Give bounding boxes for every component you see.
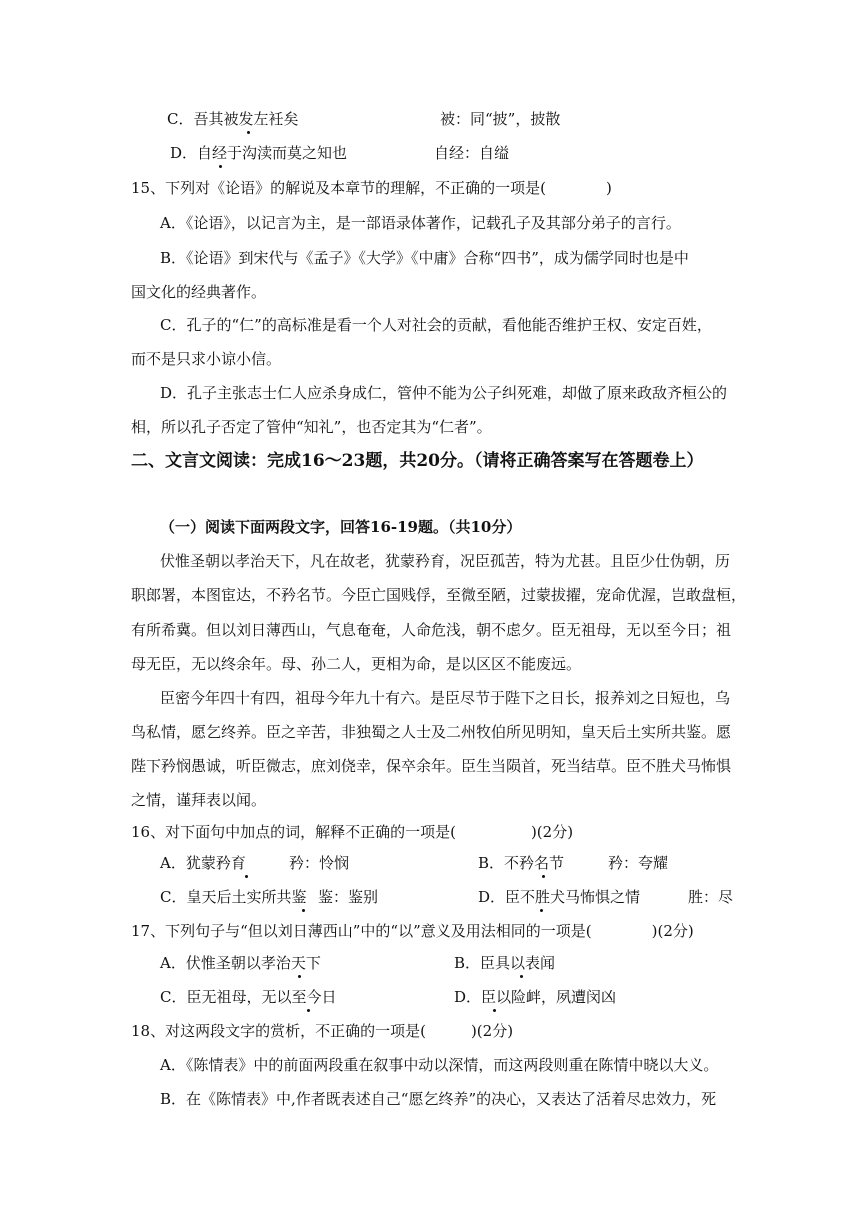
q15-option-a: A．《论语》，以记言为主，是一部语录体著作，记载孔子及其部分弟子的言行。 xyxy=(160,214,681,232)
q16-option-b-gloss: 矜：夸耀 xyxy=(608,854,669,872)
part-1-heading: （一）阅读下面两段文字，回答16-19题。（共10分） xyxy=(160,518,522,536)
q18-stem: 18、对这两段文字的赏析，不正确的一项是( )(2分) xyxy=(131,1022,514,1040)
passage-p1-line: 职郎署，本图宦达，不矜名节。今臣亡国贱俘，至微至陋，过蒙拔擢，宠命优渥，岂敢盘桓， xyxy=(131,586,747,604)
q16-option-d-text: D．臣不胜犬马怖惧之情 xyxy=(478,888,641,906)
passage-p1-line: 母无臣，无以终余年。母、孙二人，更相为命，是以区区不能废远。 xyxy=(131,655,582,673)
emphasis-dot xyxy=(219,165,222,168)
q15-option-c-line1: C．孔子的“仁”的高标准是看一个人对社会的贡献，看他能否维护王权、安定百姓， xyxy=(160,316,712,334)
q15-option-d-line1: D．孔子主张志士仁人应杀身成仁，管仲不能为公子纠死难，却做了原来政敌齐桓公的 xyxy=(160,384,728,402)
q17-option-c: C．臣无祖母，无以至今日 xyxy=(160,988,337,1006)
emphasis-dot xyxy=(307,1009,310,1012)
q16-option-c-text: C．皇天后土实所共鉴 xyxy=(160,888,307,906)
passage-p2-line: 之情，谨拜表以闻。 xyxy=(131,791,267,809)
passage-p2-line: 陛下矜悯愚诚，听臣微志，庶刘侥幸，保卒余年。臣生当陨首，死当结草。臣不胜犬马怖惧 xyxy=(131,757,732,775)
q16-option-b-text: B．不矜名节 xyxy=(478,854,565,872)
q15-option-d-line2: 相，所以孔子否定了管仲“知礼”，也否定其为“仁者”。 xyxy=(131,418,492,436)
q15-stem: 15、下列对《论语》的解说及本章节的理解，不正确的一项是( ) xyxy=(131,179,612,197)
emphasis-dot xyxy=(540,909,543,912)
q18-option-a: A．《陈情表》中的前面两段重在叙事中动以深情，而这两段则重在陈情中晓以大义。 xyxy=(160,1056,719,1074)
q17-stem: 17、下列句子与“但以刘日薄西山”中的“以”意义及用法相同的一项是( )(2分) xyxy=(131,922,694,940)
passage-p1-line: 有所希冀。但以刘日薄西山，气息奄奄，人命危浅，朝不虑夕。臣无祖母，无以至今日；祖 xyxy=(131,621,732,639)
q16-option-d-gloss: 胜：尽 xyxy=(688,888,734,906)
emphasis-dot xyxy=(542,875,545,878)
q15-option-b-line2: 国文化的经典著作。 xyxy=(131,283,267,301)
emphasis-dot xyxy=(247,131,250,134)
q17-option-d: D．臣以险衅，夙遭闵凶 xyxy=(454,988,617,1006)
q17-option-b: B．臣具以表闻 xyxy=(454,954,556,972)
q17-option-a: A．伏惟圣朝以孝治天下 xyxy=(160,954,321,972)
passage-p1-line: 伏惟圣朝以孝治天下，凡在故老，犹蒙矜育，况臣孤苦，特为尤甚。且臣少仕伪朝，历 xyxy=(160,552,731,570)
passage-p2-line: 臣密今年四十有四，祖母今年九十有六。是臣尽节于陛下之日长，报养刘之日短也，乌 xyxy=(160,689,731,707)
q14-option-c-gloss: 被：同“披”，披散 xyxy=(440,110,561,128)
emphasis-dot xyxy=(245,875,248,878)
q16-option-a-text: A．犹蒙矜育 xyxy=(160,854,246,872)
q14-option-d-text: D．自经于沟渎而莫之知也 xyxy=(170,144,348,162)
emphasis-dot xyxy=(520,975,523,978)
section-2-heading: 二、文言文阅读：完成16～23题，共20分。（请将正确答案写在答题卷上） xyxy=(131,451,704,471)
q14-option-c-text: C．吾其被发左衽矣 xyxy=(167,110,299,128)
q15-option-b-line1: B．《论语》到宋代与《孟子》《大学》《中庸》合称“四书”，成为儒学同时也是中 xyxy=(160,249,689,267)
q15-option-c-line2: 而不是只求小谅小信。 xyxy=(131,350,282,368)
passage-p2-line: 鸟私情，愿乞终养。臣之辛苦，非独蜀之人士及二州牧伯所见明知，皇天后土实所共鉴。愿 xyxy=(131,723,732,741)
q18-option-b: B．在《陈情表》中,作者既表述自己“愿乞终养”的决心，又表达了活着尽忠效力，死 xyxy=(160,1090,717,1108)
emphasis-dot xyxy=(493,1009,496,1012)
q16-option-a-gloss: 矜：怜悯 xyxy=(289,854,350,872)
emphasis-dot xyxy=(302,909,305,912)
q16-option-c-gloss: 鉴：鉴别 xyxy=(318,888,379,906)
emphasis-dot xyxy=(298,975,301,978)
q14-option-d-gloss: 自经：自缢 xyxy=(434,144,510,162)
q16-stem: 16、对下面句中加点的词，解释不正确的一项是( )(2分) xyxy=(131,823,574,841)
